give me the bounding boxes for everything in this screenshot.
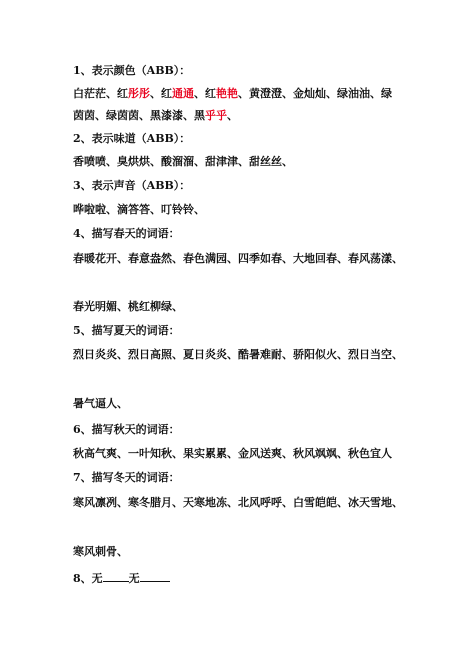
- highlight-word: 艳艳: [216, 87, 238, 100]
- fill-blank: [140, 570, 170, 582]
- section-2-row-1: 香喷喷、臭烘烘、酸溜溜、甜津津、甜丝丝、: [73, 155, 293, 168]
- text-segment: 、红: [150, 87, 172, 100]
- section-7-row-1: 寒风凛冽、寒冬腊月、天寒地冻、北风呼呼、白雪皑皑、冰天雪地、: [73, 496, 403, 509]
- section-5-row-2: 暑气逼人、: [73, 397, 128, 410]
- section-3-heading: 3、表示声音（ABB）：: [73, 179, 191, 192]
- section-6-row-1: 秋高气爽、一叶知秋、果实累累、金风送爽、秋风飒飒、秋色宜人: [73, 447, 392, 460]
- section-4-row-1: 春暖花开、春意盎然、春色满园、四季如春、大地回春、春风荡漾、: [73, 252, 403, 265]
- section-8-heading: [73, 570, 170, 586]
- highlight-word: 乎乎: [205, 109, 227, 122]
- section-5-heading: 5、描写夏天的词语：: [73, 324, 180, 337]
- section-4-heading: 4、描写春天的词语：: [73, 227, 180, 240]
- section-7-row-2: 寒风刺骨、: [73, 545, 128, 558]
- fill-blank: [103, 570, 129, 582]
- section-7-heading: 7、描写冬天的词语：: [73, 471, 180, 484]
- text-segment: 、红: [194, 87, 216, 100]
- section-1-row-2: [73, 109, 238, 123]
- highlight-word: 彤彤: [128, 87, 150, 100]
- section-6-heading: 6、描写秋天的词语：: [73, 423, 180, 436]
- text-segment: 、黄澄澄、金灿灿、绿油油、绿: [238, 87, 392, 100]
- section-3-row-1: 哗啦啦、滴答答、叮铃铃、: [73, 203, 205, 216]
- text-segment: 无: [128, 572, 140, 585]
- text-segment: 、: [227, 109, 238, 122]
- section-1-row-1: [73, 87, 392, 101]
- text-segment: 8、无: [73, 572, 103, 585]
- section-5-row-1: 烈日炎炎、烈日高照、夏日炎炎、酷暑难耐、骄阳似火、烈日当空、: [73, 348, 403, 361]
- section-2-heading: 2、表示味道（ABB）：: [73, 132, 191, 145]
- highlight-word: 通通: [172, 87, 194, 100]
- text-segment: 白茫茫、红: [73, 87, 128, 100]
- section-4-row-2: 春光明媚、桃红柳绿、: [73, 300, 183, 313]
- text-segment: 茵茵、绿茵茵、黑漆漆、黑: [73, 109, 205, 122]
- section-1-heading: 1、表示颜色（ABB）：: [73, 64, 191, 77]
